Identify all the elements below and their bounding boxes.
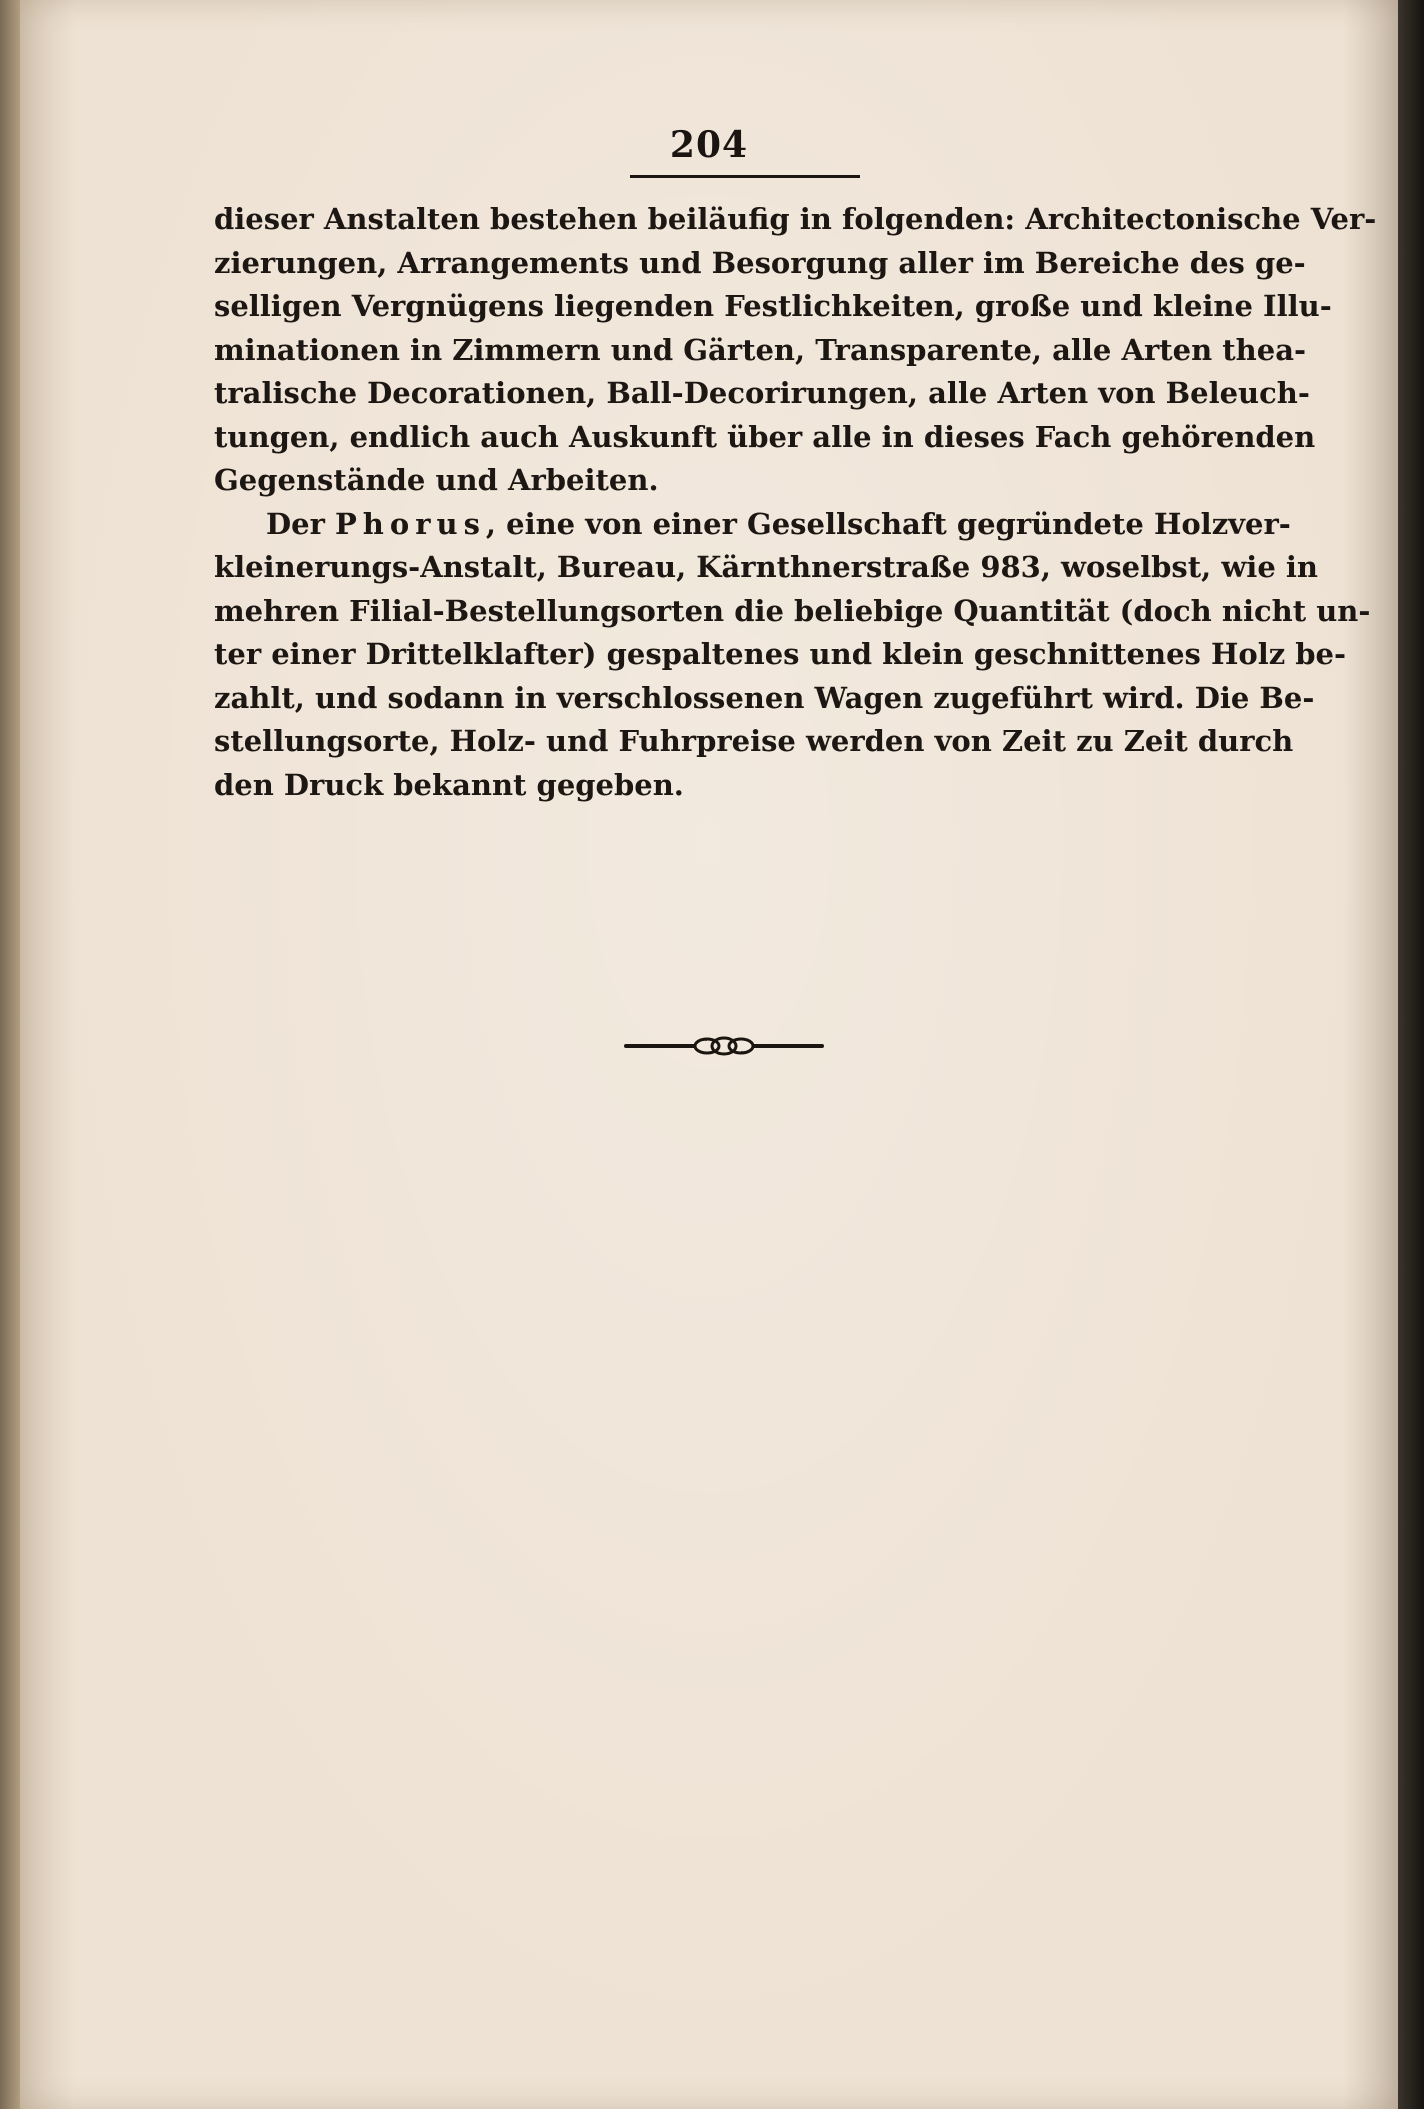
page-number: 204 bbox=[669, 124, 749, 166]
text-line: stellungsorte, Holz- und Fuhrpreise werden von Zeit zu Zeit durch bbox=[214, 724, 1294, 758]
page-edge bbox=[1398, 0, 1424, 2109]
ornament-divider bbox=[624, 1032, 824, 1060]
paragraph-lead-line bbox=[214, 503, 1291, 547]
text-line: Gegenstände und Arbeiten. bbox=[214, 463, 659, 497]
text-line: mehren Filial-Bestellungsorten die beliebige Quantität (doch nicht un- bbox=[214, 593, 1371, 628]
header-rule bbox=[630, 175, 860, 178]
text-line: tralische Decorationen, Ball-Decorirungen, alle Arten von Beleuch- bbox=[214, 376, 1310, 410]
text-line: den Druck bekannt gegeben. bbox=[214, 767, 684, 802]
text-line: kleinerungs-Anstalt, Bureau, Kärnthnerstraße 983, woselbst, wie in bbox=[214, 550, 1318, 584]
lead-rest: , eine von einer Gesellschaft gegründete Holzver- bbox=[485, 506, 1291, 541]
lead-prefix: Der bbox=[266, 506, 335, 541]
body-text bbox=[214, 198, 1377, 807]
text-line: ter einer Drittelklafter) gespaltenes und klein geschnittenes Holz be- bbox=[214, 637, 1347, 671]
text-line: zierungen, Arrangements und Besorgung aller im Bereiche des ge- bbox=[214, 245, 1306, 280]
text-line: selligen Vergnügens liegenden Festlichkeiten, große und kleine Illu- bbox=[214, 289, 1332, 323]
lead-name-phorus: Phorus bbox=[334, 506, 486, 541]
text-line: tungen, endlich auch Auskunft über alle in dieses Fach gehörenden bbox=[214, 419, 1316, 454]
text-line: dieser Anstalten bestehen beiläufig in folgenden: Architectonische Ver- bbox=[214, 202, 1377, 236]
text-line: minationen in Zimmern und Gärten, Transparente, alle Arten thea- bbox=[214, 332, 1307, 367]
text-line: zahlt, und sodann in verschlossenen Wagen zugeführt wird. Die Be- bbox=[214, 680, 1315, 715]
